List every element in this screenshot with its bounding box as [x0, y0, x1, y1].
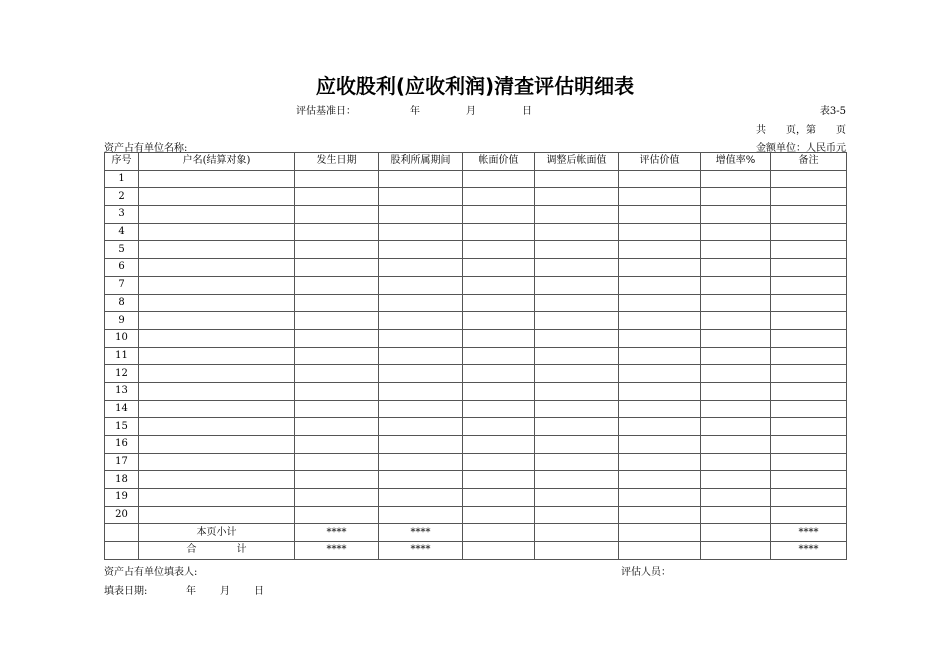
table-cell — [463, 206, 535, 224]
table-row — [105, 506, 847, 524]
col-header-index: 序号 — [105, 153, 139, 171]
table-number: 表3-5 — [819, 106, 846, 117]
table-cell — [463, 276, 535, 294]
row-index: 4 — [105, 223, 139, 241]
table-cell — [139, 400, 295, 418]
table-cell — [771, 436, 847, 454]
table-cell — [619, 312, 701, 330]
table-cell — [771, 241, 847, 259]
table-cell — [619, 489, 701, 507]
fill-date-day: 日 — [254, 586, 264, 597]
table-cell — [701, 382, 771, 400]
base-date-label: 评估基准日： — [296, 106, 356, 117]
table-cell — [535, 347, 619, 365]
subtotal-date: **** — [295, 524, 379, 542]
table-cell — [139, 294, 295, 312]
row-index: 15 — [105, 418, 139, 436]
table-cell — [379, 276, 463, 294]
row-index: 3 — [105, 206, 139, 224]
table-cell — [771, 506, 847, 524]
table-row — [105, 329, 847, 347]
table-cell — [535, 294, 619, 312]
table-row — [105, 418, 847, 436]
table-cell — [771, 329, 847, 347]
table-cell — [619, 347, 701, 365]
base-date-day: 日 — [522, 106, 532, 117]
col-header-book-value: 帐面价值 — [463, 153, 535, 171]
table-row — [105, 188, 847, 206]
table-cell — [295, 188, 379, 206]
table-cell — [535, 418, 619, 436]
table-cell — [535, 382, 619, 400]
table-cell — [619, 206, 701, 224]
table-cell — [139, 241, 295, 259]
table-row — [105, 489, 847, 507]
table-row — [105, 312, 847, 330]
table-cell — [619, 276, 701, 294]
table-cell — [463, 223, 535, 241]
table-row — [105, 471, 847, 489]
table-cell — [535, 223, 619, 241]
table-cell — [139, 347, 295, 365]
row-index: 19 — [105, 489, 139, 507]
table-cell — [619, 329, 701, 347]
table-cell — [139, 382, 295, 400]
table-cell — [701, 329, 771, 347]
table-cell — [535, 436, 619, 454]
page-count: 共 页，第 页 — [756, 125, 846, 136]
table-cell — [535, 206, 619, 224]
table-cell — [379, 365, 463, 383]
table-cell — [535, 312, 619, 330]
table-cell — [139, 418, 295, 436]
table-cell — [619, 188, 701, 206]
table-cell — [619, 365, 701, 383]
table-cell — [535, 276, 619, 294]
document-title: 应收股利(应收利润)清查评估明细表 — [315, 74, 635, 98]
table-row — [105, 241, 847, 259]
table-cell — [701, 453, 771, 471]
table-cell — [295, 276, 379, 294]
table-row — [105, 170, 847, 188]
table-cell — [535, 259, 619, 277]
table-cell — [463, 453, 535, 471]
table-cell — [701, 471, 771, 489]
table-cell — [771, 312, 847, 330]
table-cell — [379, 418, 463, 436]
table-cell — [295, 471, 379, 489]
row-index: 2 — [105, 188, 139, 206]
table-cell — [379, 329, 463, 347]
table-cell — [535, 365, 619, 383]
appraiser-label: 评估人员： — [621, 567, 671, 578]
table-cell — [463, 365, 535, 383]
table-cell — [701, 418, 771, 436]
currency-unit: 金额单位：人民币元 — [756, 143, 846, 154]
table-cell — [139, 453, 295, 471]
table-cell — [139, 206, 295, 224]
fill-date-label: 填表日期: — [104, 586, 148, 597]
table-cell — [139, 329, 295, 347]
table-cell — [771, 223, 847, 241]
table-cell — [701, 241, 771, 259]
table-cell — [701, 188, 771, 206]
table-cell — [701, 365, 771, 383]
table-cell — [771, 206, 847, 224]
total-date: **** — [295, 542, 379, 560]
table-cell — [295, 312, 379, 330]
table-cell — [701, 170, 771, 188]
table-cell — [295, 294, 379, 312]
table-cell — [619, 259, 701, 277]
table-cell — [535, 471, 619, 489]
table-cell — [295, 241, 379, 259]
table-cell — [701, 312, 771, 330]
table-cell — [295, 453, 379, 471]
filler-label: 资产占有单位填表人: — [104, 567, 198, 578]
table-cell — [463, 400, 535, 418]
fill-date-month: 月 — [220, 586, 230, 597]
table-cell — [295, 436, 379, 454]
table-row — [105, 259, 847, 277]
table-row — [105, 294, 847, 312]
row-index: 13 — [105, 382, 139, 400]
table-cell — [295, 365, 379, 383]
col-header-adjusted-value: 调整后帐面值 — [535, 153, 619, 171]
total-remark: **** — [771, 542, 847, 560]
table-cell — [619, 418, 701, 436]
table-row — [105, 223, 847, 241]
total-period: **** — [379, 542, 463, 560]
table-cell — [771, 400, 847, 418]
row-index: 8 — [105, 294, 139, 312]
table-cell — [619, 471, 701, 489]
row-index: 20 — [105, 506, 139, 524]
subtotal-remark: **** — [771, 524, 847, 542]
col-header-appreciation-rate: 增值率% — [701, 153, 771, 171]
base-date-year: 年 — [410, 106, 420, 117]
table-cell — [379, 188, 463, 206]
subtotal-period: **** — [379, 524, 463, 542]
table-cell — [463, 294, 535, 312]
table-cell — [619, 453, 701, 471]
table-cell — [771, 347, 847, 365]
table-cell — [771, 418, 847, 436]
table-cell — [463, 241, 535, 259]
table-row — [105, 347, 847, 365]
table-row — [105, 400, 847, 418]
table-cell — [463, 312, 535, 330]
table-cell — [701, 489, 771, 507]
table-cell — [379, 259, 463, 277]
total-row — [105, 542, 847, 560]
table-cell — [295, 400, 379, 418]
base-date-month: 月 — [466, 106, 476, 117]
table-cell — [535, 329, 619, 347]
subtotal-label: 本页小计 — [139, 524, 295, 542]
table-cell — [139, 259, 295, 277]
row-index: 10 — [105, 329, 139, 347]
table-cell — [295, 170, 379, 188]
table-cell — [701, 259, 771, 277]
table-cell — [619, 436, 701, 454]
table-cell — [139, 188, 295, 206]
table-cell — [619, 294, 701, 312]
table-cell — [701, 223, 771, 241]
table-cell — [139, 471, 295, 489]
row-index: 17 — [105, 453, 139, 471]
table-row — [105, 365, 847, 383]
table-cell — [535, 170, 619, 188]
table-cell — [619, 382, 701, 400]
table-cell — [771, 382, 847, 400]
table-cell — [771, 453, 847, 471]
table-cell — [771, 259, 847, 277]
table-cell — [139, 312, 295, 330]
table-cell — [535, 400, 619, 418]
table-cell — [379, 382, 463, 400]
owner-name-label: 资产占有单位名称: — [104, 143, 188, 154]
table-cell — [771, 276, 847, 294]
table-cell — [771, 188, 847, 206]
row-index: 11 — [105, 347, 139, 365]
col-header-appraised-value: 评估价值 — [619, 153, 701, 171]
table-cell — [139, 276, 295, 294]
table-cell — [295, 382, 379, 400]
table-cell — [619, 400, 701, 418]
table-row — [105, 206, 847, 224]
table-row — [105, 276, 847, 294]
table-cell — [619, 223, 701, 241]
header-row — [105, 153, 847, 171]
table-cell — [701, 347, 771, 365]
table-cell — [379, 170, 463, 188]
table-row — [105, 382, 847, 400]
row-index: 7 — [105, 276, 139, 294]
table-cell — [463, 170, 535, 188]
table-cell — [463, 506, 535, 524]
fill-date-year: 年 — [186, 586, 196, 597]
table-cell — [619, 506, 701, 524]
table-cell — [463, 347, 535, 365]
table-cell — [295, 506, 379, 524]
table-cell — [619, 241, 701, 259]
table-cell — [295, 259, 379, 277]
table-cell — [535, 188, 619, 206]
table-cell — [379, 471, 463, 489]
table-cell — [379, 223, 463, 241]
table-cell — [771, 294, 847, 312]
table-cell — [463, 471, 535, 489]
table-cell — [463, 489, 535, 507]
table-cell — [139, 506, 295, 524]
table-cell — [701, 206, 771, 224]
table-cell — [379, 206, 463, 224]
table-cell — [619, 170, 701, 188]
table-cell — [771, 365, 847, 383]
table-cell — [463, 259, 535, 277]
table-cell — [379, 241, 463, 259]
col-header-remark: 备注 — [771, 153, 847, 171]
table-cell — [771, 471, 847, 489]
table-cell — [379, 347, 463, 365]
subtotal-row — [105, 524, 847, 542]
table-cell — [463, 418, 535, 436]
table-cell — [139, 170, 295, 188]
table-cell — [295, 329, 379, 347]
table-cell — [379, 506, 463, 524]
table-cell — [379, 453, 463, 471]
row-index: 16 — [105, 436, 139, 454]
total-label: 合 计 — [139, 542, 295, 560]
table-cell — [295, 223, 379, 241]
row-index: 5 — [105, 241, 139, 259]
table-cell — [535, 489, 619, 507]
table-cell — [295, 418, 379, 436]
row-index: 12 — [105, 365, 139, 383]
table-cell — [701, 294, 771, 312]
row-index: 14 — [105, 400, 139, 418]
table-cell — [463, 188, 535, 206]
table-cell — [139, 223, 295, 241]
table-cell — [535, 241, 619, 259]
table-row — [105, 453, 847, 471]
table-cell — [463, 382, 535, 400]
table-cell — [771, 170, 847, 188]
table-cell — [295, 206, 379, 224]
table-cell — [701, 400, 771, 418]
table-cell — [463, 329, 535, 347]
table-cell — [771, 489, 847, 507]
col-header-period: 股利所属期间 — [379, 153, 463, 171]
table-cell — [295, 489, 379, 507]
table-cell — [379, 436, 463, 454]
table-cell — [139, 365, 295, 383]
row-index: 6 — [105, 259, 139, 277]
table-cell — [701, 276, 771, 294]
table-cell — [139, 436, 295, 454]
table-cell — [701, 506, 771, 524]
table-cell — [379, 489, 463, 507]
row-index: 1 — [105, 170, 139, 188]
col-header-account: 户名(结算对象) — [139, 153, 295, 171]
table-cell — [701, 436, 771, 454]
table-cell — [139, 489, 295, 507]
table-cell — [379, 400, 463, 418]
table-cell — [379, 312, 463, 330]
table-row — [105, 436, 847, 454]
table-cell — [535, 506, 619, 524]
table-cell — [379, 294, 463, 312]
detail-table — [104, 152, 847, 560]
row-index: 9 — [105, 312, 139, 330]
table-cell — [295, 347, 379, 365]
table-cell — [463, 436, 535, 454]
table-cell — [535, 453, 619, 471]
row-index: 18 — [105, 471, 139, 489]
col-header-date: 发生日期 — [295, 153, 379, 171]
